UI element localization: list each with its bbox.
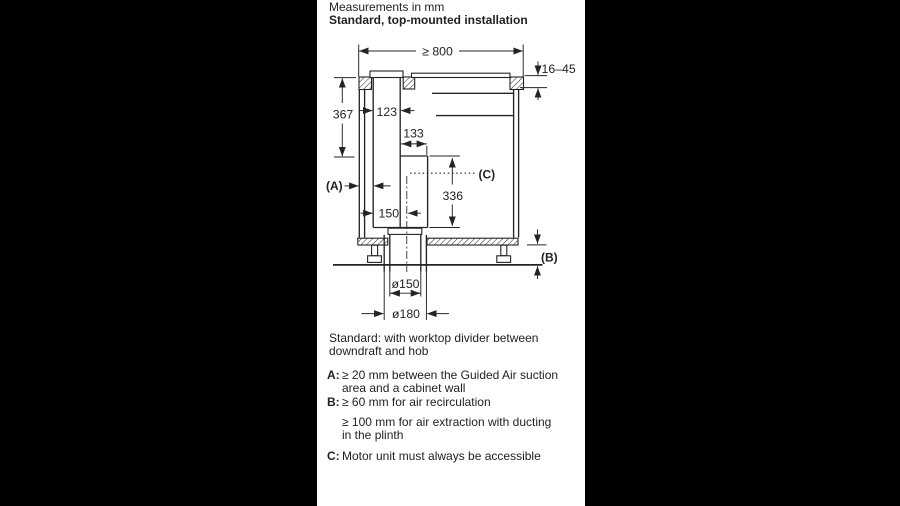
- standard-note: [329, 332, 538, 359]
- note-b-extra: [327, 416, 551, 443]
- left-foot-stem: [372, 245, 378, 256]
- note-c-key: C:: [327, 449, 340, 463]
- dim-motor-width-133: [401, 144, 427, 155]
- dim-duct-height-label: 367: [332, 107, 354, 122]
- standard-note-line1: Standard: with worktop divider between: [329, 331, 539, 345]
- dim-motor-width-label: 133: [403, 126, 424, 141]
- label-a: (A): [326, 179, 343, 193]
- right-foot-stem: [501, 245, 507, 256]
- note-c-text: Motor unit must always be accessible: [342, 449, 541, 463]
- plinth-board-left: [358, 238, 388, 245]
- note-b-key: B:: [327, 394, 340, 409]
- plinth-board-right: [427, 238, 518, 245]
- dim-motor-height-label: 336: [442, 188, 464, 203]
- note-a-text: ≥ 20 mm between the Guided Air suction: [342, 368, 559, 382]
- downdraft-top-cap: [370, 71, 403, 78]
- measurements-subtitle: Measurements in mm: [329, 0, 445, 14]
- note-c: [327, 450, 541, 463]
- dim-pipe-outer-label: ø180: [391, 306, 421, 321]
- plinth-and-floor: [333, 238, 543, 265]
- label-b: (B): [541, 250, 558, 265]
- note-b-text: ≥ 60 mm for air recirculation: [342, 394, 491, 409]
- dim-pipe-inner-label: ø150: [391, 277, 420, 291]
- dim-width-label: ≥ 800: [422, 44, 453, 59]
- note-a: [327, 369, 558, 382]
- worktop-cross-section: [359, 71, 524, 90]
- dim-thickness-label: 16–45: [541, 62, 576, 76]
- dim-pipe-offset-label: 150: [378, 206, 400, 221]
- left-foot-base: [368, 256, 382, 263]
- note-b: [327, 396, 558, 409]
- page-title: Standard, top-mounted installation: [329, 13, 528, 28]
- worktop-divider: [403, 77, 415, 89]
- label-c: (C): [478, 167, 496, 182]
- note-a-wrap: [327, 382, 558, 395]
- dim-duct-width-label: 123: [376, 104, 398, 119]
- note-b-extra-line1: ≥ 100 mm for air extraction with ducting: [342, 415, 552, 429]
- standard-note-line2: downdraft and hob: [329, 344, 429, 359]
- right-foot-base: [497, 256, 511, 263]
- note-b-extra-line2: in the plinth: [342, 428, 404, 443]
- note-a-text2: area and a cabinet wall: [342, 381, 466, 396]
- notes-a-b: [327, 369, 558, 409]
- hob-glass: [412, 73, 511, 77]
- note-a-key: A:: [327, 368, 340, 382]
- worktop-left-section: [359, 77, 372, 90]
- duct-flange: [388, 228, 422, 234]
